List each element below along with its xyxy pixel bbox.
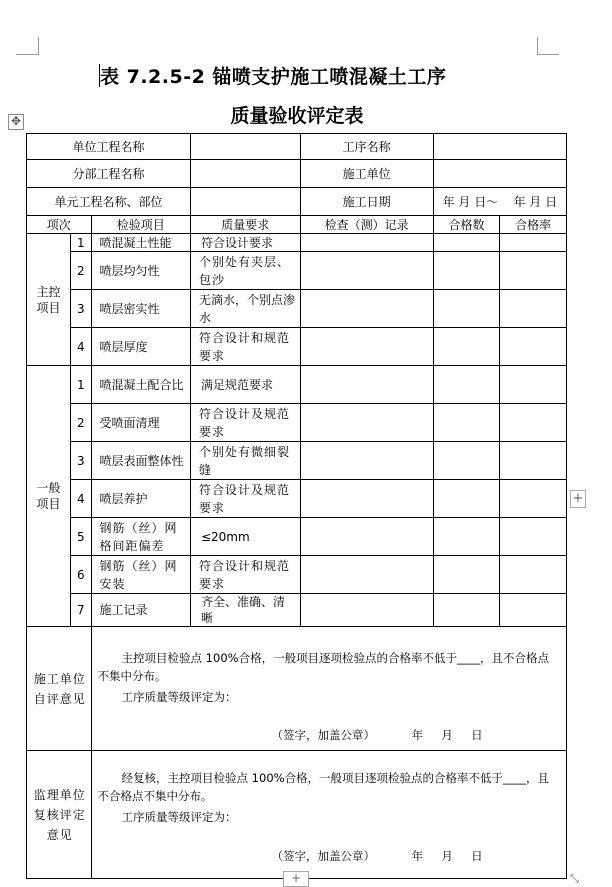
- process-name-label: 工序名称: [300, 134, 433, 160]
- row-no: 2: [71, 252, 91, 290]
- table-row: [27, 328, 567, 366]
- pass-rate-cell[interactable]: [500, 442, 567, 480]
- col-item-type: 项次: [27, 216, 92, 234]
- crop-mark-top-left-h: [16, 54, 38, 55]
- supervision-text1: 经复核，主控项目检验点 100%合格，一般项目逐项检验点的合格率不低于____，且不合格点不集中分布。: [97, 771, 550, 803]
- element-project-label: 单元工程名称、部位: [27, 188, 191, 216]
- row-no: 7: [71, 594, 91, 627]
- quality-req: 符合设计和规范要求: [190, 328, 300, 366]
- row-no: 3: [71, 442, 91, 480]
- row-no: 4: [71, 480, 91, 518]
- col-quality-req: 质量要求: [190, 216, 300, 234]
- main-control-label: 主控项目: [27, 234, 71, 366]
- quality-req: 符合设计及规范要求: [190, 404, 300, 442]
- inspection-cell[interactable]: [300, 290, 433, 328]
- inspection-cell[interactable]: [300, 594, 433, 627]
- self-eval-content[interactable]: [91, 627, 566, 751]
- crop-mark-top-right-h: [537, 54, 559, 55]
- check-item: 喷层密实性: [91, 290, 190, 328]
- unit-project-label: 单位工程名称: [27, 134, 191, 160]
- inspection-cell[interactable]: [300, 480, 433, 518]
- quality-req: 符合设计要求: [190, 234, 300, 252]
- check-item: 施工记录: [91, 594, 190, 627]
- qualified-count-cell[interactable]: [433, 556, 500, 594]
- table-row: [27, 556, 567, 594]
- qualified-count-cell[interactable]: [433, 404, 500, 442]
- quality-req: 齐全、准确、清晰: [190, 594, 300, 627]
- inspection-cell[interactable]: [300, 518, 433, 556]
- construction-unit-value[interactable]: [433, 160, 566, 188]
- general-label: 一般项目: [27, 366, 71, 627]
- qualified-count-cell[interactable]: [433, 234, 500, 252]
- unit-project-value[interactable]: [190, 134, 300, 160]
- pass-rate-cell[interactable]: [500, 234, 567, 252]
- table-row: [27, 366, 567, 404]
- process-name-value[interactable]: [433, 134, 566, 160]
- element-project-value[interactable]: [190, 188, 300, 216]
- inspection-cell[interactable]: [300, 404, 433, 442]
- table-row: [27, 442, 567, 480]
- inspection-cell[interactable]: [300, 442, 433, 480]
- construction-unit-label: 施工单位: [300, 160, 433, 188]
- inspection-cell[interactable]: [300, 556, 433, 594]
- row-no: 6: [71, 556, 91, 594]
- table-row: [27, 252, 567, 290]
- pass-rate-cell[interactable]: [500, 404, 567, 442]
- pass-rate-cell[interactable]: [500, 518, 567, 556]
- self-eval-label: 施工单位自评意见: [27, 627, 92, 751]
- supervision-content[interactable]: [91, 751, 566, 879]
- supervision-text2: 工序质量等级评定为：: [121, 810, 237, 824]
- qualified-count-cell[interactable]: [433, 290, 500, 328]
- check-item: 钢筋（丝）网安装: [91, 556, 190, 594]
- resize-handle-icon[interactable]: ⤡: [570, 872, 579, 885]
- check-item: 喷层表面整体性: [91, 442, 190, 480]
- check-item: 受喷面清理: [91, 404, 190, 442]
- quality-req: 符合设计和规范要求: [190, 556, 300, 594]
- check-item: 喷层厚度: [91, 328, 190, 366]
- supervision-sign: （签字，加盖公章） 年 月 日: [271, 849, 483, 863]
- document-title-line1: 表 7.2.5-2 锚喷支护施工喷混凝土工序: [100, 66, 447, 88]
- crop-mark-top-right-v: [537, 37, 538, 55]
- self-eval-sign: （签字，加盖公章） 年 月 日: [271, 728, 483, 742]
- pass-rate-cell[interactable]: [500, 252, 567, 290]
- qualified-count-cell[interactable]: [433, 252, 500, 290]
- col-check-item: 检验项目: [91, 216, 190, 234]
- col-pass-rate: 合格率: [500, 216, 567, 234]
- col-inspection: 检查（测）记录: [300, 216, 433, 234]
- pass-rate-cell[interactable]: [500, 366, 567, 404]
- inspection-cell[interactable]: [300, 366, 433, 404]
- check-item: 喷混凝土配合比: [91, 366, 190, 404]
- pass-rate-cell[interactable]: [500, 480, 567, 518]
- sub-project-label: 分部工程名称: [27, 160, 191, 188]
- check-item: 喷层均匀性: [91, 252, 190, 290]
- qualified-count-cell[interactable]: [433, 328, 500, 366]
- inspection-cell[interactable]: [300, 252, 433, 290]
- crop-mark-top-left-v: [38, 37, 39, 55]
- supervision-label: 监理单位复核评定意见: [27, 751, 92, 879]
- table-row: [27, 594, 567, 627]
- qualified-count-cell[interactable]: [433, 480, 500, 518]
- inspection-cell[interactable]: [300, 234, 433, 252]
- move-icon[interactable]: ✥: [8, 114, 24, 130]
- self-eval-text1: 主控项目检验点 100%合格，一般项目逐项检验点的合格率不低于____，且不合格点不集中分布。: [97, 651, 550, 683]
- quality-req: 符合设计及规范要求: [190, 480, 300, 518]
- row-no: 1: [71, 234, 91, 252]
- row-no: 1: [71, 366, 91, 404]
- check-item: 钢筋（丝）网格间距偏差: [91, 518, 190, 556]
- acceptance-table: [26, 133, 567, 879]
- pass-rate-cell[interactable]: [500, 556, 567, 594]
- row-no: 3: [71, 290, 91, 328]
- qualified-count-cell[interactable]: [433, 442, 500, 480]
- qualified-count-cell[interactable]: [433, 518, 500, 556]
- inspection-cell[interactable]: [300, 328, 433, 366]
- table-row: [27, 290, 567, 328]
- quality-req: 个别处有夹层、包沙: [190, 252, 300, 290]
- quality-req: 满足规范要求: [190, 366, 300, 404]
- construction-date-label: 施工日期: [300, 188, 433, 216]
- row-no: 2: [71, 404, 91, 442]
- quality-req: 无滴水，个别点渗水: [190, 290, 300, 328]
- qualified-count-cell[interactable]: [433, 366, 500, 404]
- construction-date-value[interactable]: 年 月 日～ 年 月 日: [433, 188, 566, 216]
- col-qualified-count: 合格数: [433, 216, 500, 234]
- table-row: [27, 518, 567, 556]
- sub-project-value[interactable]: [190, 160, 300, 188]
- table-row: [27, 480, 567, 518]
- quality-req: 个别处有微细裂缝: [190, 442, 300, 480]
- row-no: 5: [71, 518, 91, 556]
- table-row: [27, 234, 567, 252]
- plus-icon[interactable]: +: [570, 490, 586, 508]
- pass-rate-cell[interactable]: [500, 594, 567, 627]
- row-no: 4: [71, 328, 91, 366]
- pass-rate-cell[interactable]: [500, 290, 567, 328]
- check-item: 喷混凝土性能: [91, 234, 190, 252]
- pass-rate-cell[interactable]: [500, 328, 567, 366]
- check-item: 喷层养护: [91, 480, 190, 518]
- qualified-count-cell[interactable]: [433, 594, 500, 627]
- add-row-icon[interactable]: +: [283, 871, 309, 887]
- document-title-line2: 质量验收评定表: [230, 105, 364, 127]
- quality-req: ≤20mm: [190, 518, 300, 556]
- table-row: [27, 404, 567, 442]
- self-eval-text2: 工序质量等级评定为：: [121, 690, 237, 704]
